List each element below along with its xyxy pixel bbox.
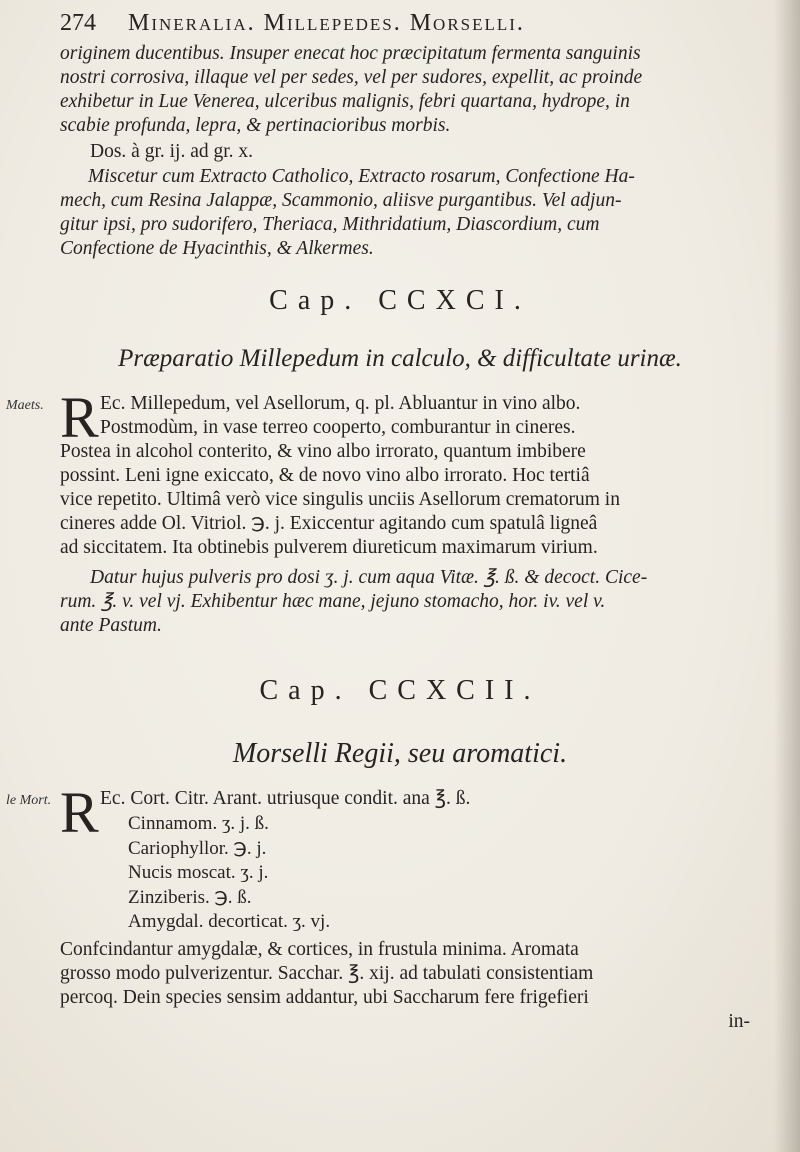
text-line: scabie profunda, lepra, & pertinacioribus morbis.	[60, 115, 451, 136]
text-line: Confectione de Hyacinthis, & Alkermes.	[60, 238, 374, 259]
running-title: Mineralia. Millepedes. Morselli.	[128, 10, 525, 36]
text-line: Postea in alcohol conterito, & vino albo irrorato, quantum imbibere	[60, 441, 586, 462]
text-line: possint. Leni igne exiccato, & de novo vino albo irrorato. Hoc tertiâ	[60, 465, 590, 486]
ingredient: Amygdal. decorticat. ʒ. vj.	[128, 911, 331, 933]
chapter-title: Præparatio Millepedum in calculo, & difficultate urinæ.	[118, 345, 682, 372]
chapter-title: Morselli Regii, seu aromatici.	[232, 738, 568, 769]
recipe-body	[60, 385, 760, 560]
text-line: ad siccitatem. Ita obtinebis pulverem diureticum maximarum virium.	[60, 537, 598, 558]
drop-capital: R	[60, 385, 99, 450]
catchword: in-	[728, 1011, 750, 1032]
text-line: nostri corrosiva, illaque vel per sedes, vel per sudores, expellit, ac proinde	[60, 67, 643, 88]
text-line: Confcindantur amygdalæ, & cortices, in frustula minima. Aromata	[60, 939, 579, 960]
chapter-heading: Cap. CCXCII.	[259, 675, 541, 706]
chapter-heading: Cap. CCXCI.	[269, 285, 531, 316]
text-line: cineres adde Ol. Vitriol. ℈. j. Exiccentur agitando cum spatulâ ligneâ	[60, 513, 598, 534]
text-line: ante Pastum.	[60, 615, 162, 636]
text-line: Datur hujus pulveris pro dosi ʒ. j. cum aqua Vitæ. ℥. ß. & decoct. Cice-	[90, 567, 648, 588]
ingredient: Cinnamom. ʒ. j. ß.	[128, 813, 269, 834]
drop-capital: R	[60, 780, 99, 845]
dosage-paragraph	[60, 566, 760, 638]
text-line: Miscetur cum Extracto Catholico, Extracto rosarum, Confectione Ha-	[88, 166, 635, 187]
page-edge-shadow	[774, 0, 800, 1152]
page-header	[60, 10, 760, 37]
text-line: rum. ℥. v. vel vj. Exhibentur hæc mane, jejuno stomacho, hor. iv. vel v.	[60, 591, 606, 612]
text-line: exhibetur in Lue Venerea, ulceribus malignis, febri quartana, hydrope, in	[60, 91, 630, 112]
text-line: Dos. à gr. ij. ad gr. x.	[90, 141, 254, 162]
recipe-first-line	[60, 787, 760, 811]
text-line: mech, cum Resina Jalappæ, Scammonio, aliisve purgantibus. Vel adjun-	[60, 190, 622, 211]
paragraph-continuation	[60, 42, 760, 138]
text-line: grosso modo pulverizentur. Sacchar. ℥. xij. ad tabulati consistentiam	[60, 963, 594, 984]
mixing-paragraph	[60, 165, 760, 261]
ingredient-list	[128, 812, 330, 935]
text-line: originem ducentibus. Insuper enecat hoc præcipitatum fermenta sanguinis	[60, 43, 641, 64]
text-line: vice repetito. Ultimâ verò vice singulis unciis Asellorum crematorum in	[60, 489, 620, 510]
text-line: Ec. Millepedum, vel Asellorum, q. pl. Abluantur in vino albo.	[100, 393, 581, 414]
ingredient: Nucis moscat. ʒ. j.	[128, 862, 269, 884]
text-line: Postmodùm, in vase terreo cooperto, comburantur in cineres.	[100, 417, 576, 438]
text-line: percoq. Dein species sensim addantur, ubi Saccharum fere frigefieri	[60, 987, 589, 1008]
closing-paragraph	[60, 938, 760, 1034]
dose-line	[90, 140, 790, 164]
margin-note: le Mort.	[6, 793, 52, 808]
ingredient: Zinziberis. ℈. ß.	[128, 886, 252, 908]
margin-note: Maets.	[6, 398, 44, 413]
text-line: gitur ipsi, pro sudorifero, Theriaca, Mithridatium, Diascordium, cum	[60, 214, 600, 235]
page-number: 274	[60, 10, 96, 36]
ingredient: Cariophyllor. ℈. j.	[128, 837, 267, 859]
text-line: Ec. Cort. Citr. Arant. utriusque condit. ana ℥. ß.	[100, 788, 471, 809]
